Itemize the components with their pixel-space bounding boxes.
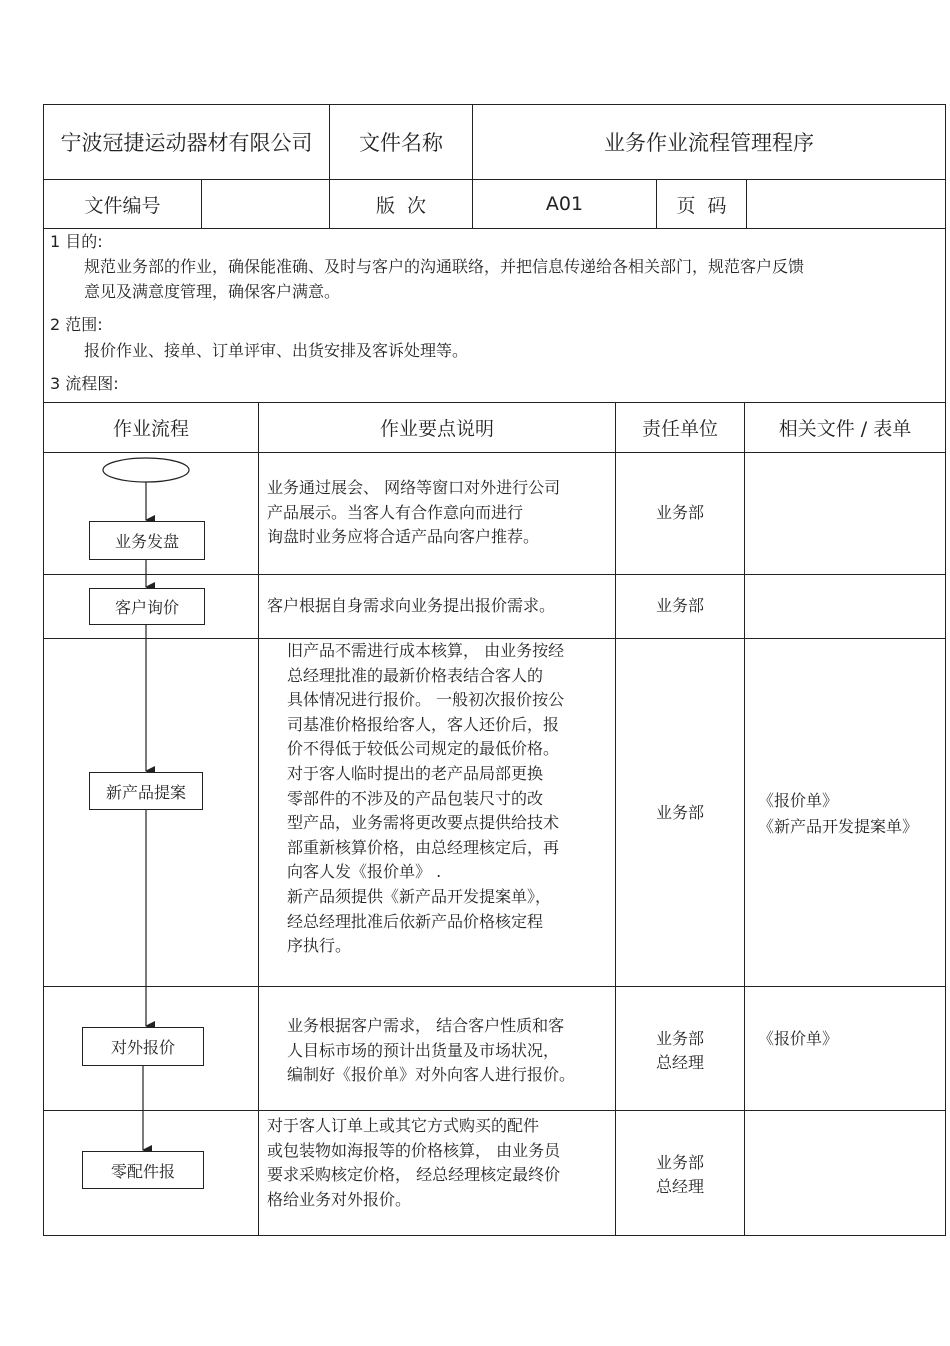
step-description: 业务通过展会、 网络等窗口对外进行公司 产品展示。当客人有合作意向而进行 询盘时业务应将合适产品向客户推荐。 (267, 478, 561, 547)
flow-step-box: 业务发盘 (89, 521, 205, 560)
responsible-unit: 业务部 总经理 (655, 1029, 704, 1072)
start-terminator (103, 458, 189, 482)
flow-step-box: 客户询价 (89, 588, 205, 625)
scope-text: 报价作业、接单、订单评审、出货安排及客诉处理等。 (84, 341, 469, 360)
step-description: 对于客人订单上或其它方式购买的配件 或包装物如海报等的价格核算， 由业务员 要求采购核定价格， 经总经理核定最终价 格给业务对外报价。 (267, 1116, 561, 1209)
file-name-value: 业务作业流程管理程序 (604, 131, 814, 155)
step-description: 业务根据客户需求， 结合客户性质和客 人目标市场的预计出货量及市场状况， 编制好《报价单》对外向客人进行报价。 (287, 1016, 576, 1085)
step-description: 客户根据自身需求向业务提出报价需求。 (267, 596, 556, 615)
file-name-label: 文件名称 (359, 131, 443, 155)
flow-step-box: 对外报价 (82, 1027, 204, 1066)
responsible-unit: 业务部 总经理 (655, 1153, 704, 1196)
related-docs: 《报价单》 《新产品开发提案单》 (758, 791, 919, 836)
col-header-unit: 责任单位 (641, 418, 718, 440)
col-header-docs: 相关文件 / 表单 (778, 418, 912, 440)
purpose-line-2: 意见及满意度管理，确保客户满意。 (84, 282, 341, 301)
col-header-flow: 作业流程 (112, 418, 189, 440)
purpose-line-1: 规范业务部的作业，确保能准确、及时与客户的沟通联络，并把信息传递给各相关部门，规范客户反馈 (84, 257, 805, 276)
page-label: 页 码 (676, 194, 727, 217)
purpose-title: 1 目的: (50, 232, 103, 251)
responsible-unit: 业务部 (655, 503, 704, 522)
step-description: 旧产品不需进行成本核算， 由业务按经 总经理批准的最新价格表结合客人的 具体情况进行报价。 一般初次报价按公 司基准价格报给客人，客人还价后，报 价不得低于较低公司规定的最低价格。 对于客人临时提出的老产品局部更换 零部件的不涉及的产品包装尺寸的改 型产品，业务需将更改要点提供给技术 部重新核算价格，由总经理核定后，再 向客人发《报价单》 . 新产品须提供《新产品开发提案单》， 经总经理批准后依新产品价格核定程 序执行。 (287, 641, 565, 956)
file-no-label: 文件编号 (84, 194, 161, 217)
version-value: A01 (545, 193, 584, 215)
company-name: 宁波冠捷运动器材有限公司 (60, 131, 313, 155)
version-label: 版 次 (375, 194, 427, 217)
responsible-unit: 业务部 (655, 596, 704, 615)
flow-step-box: 零配件报 (82, 1151, 204, 1189)
flow-title: 3 流程图: (50, 374, 119, 393)
flow-step-box: 新产品提案 (89, 772, 203, 810)
responsible-unit: 业务部 (655, 803, 704, 822)
col-header-description: 作业要点说明 (379, 418, 494, 440)
related-docs: 《报价单》 (758, 1029, 839, 1048)
scope-title: 2 范围: (50, 315, 103, 334)
